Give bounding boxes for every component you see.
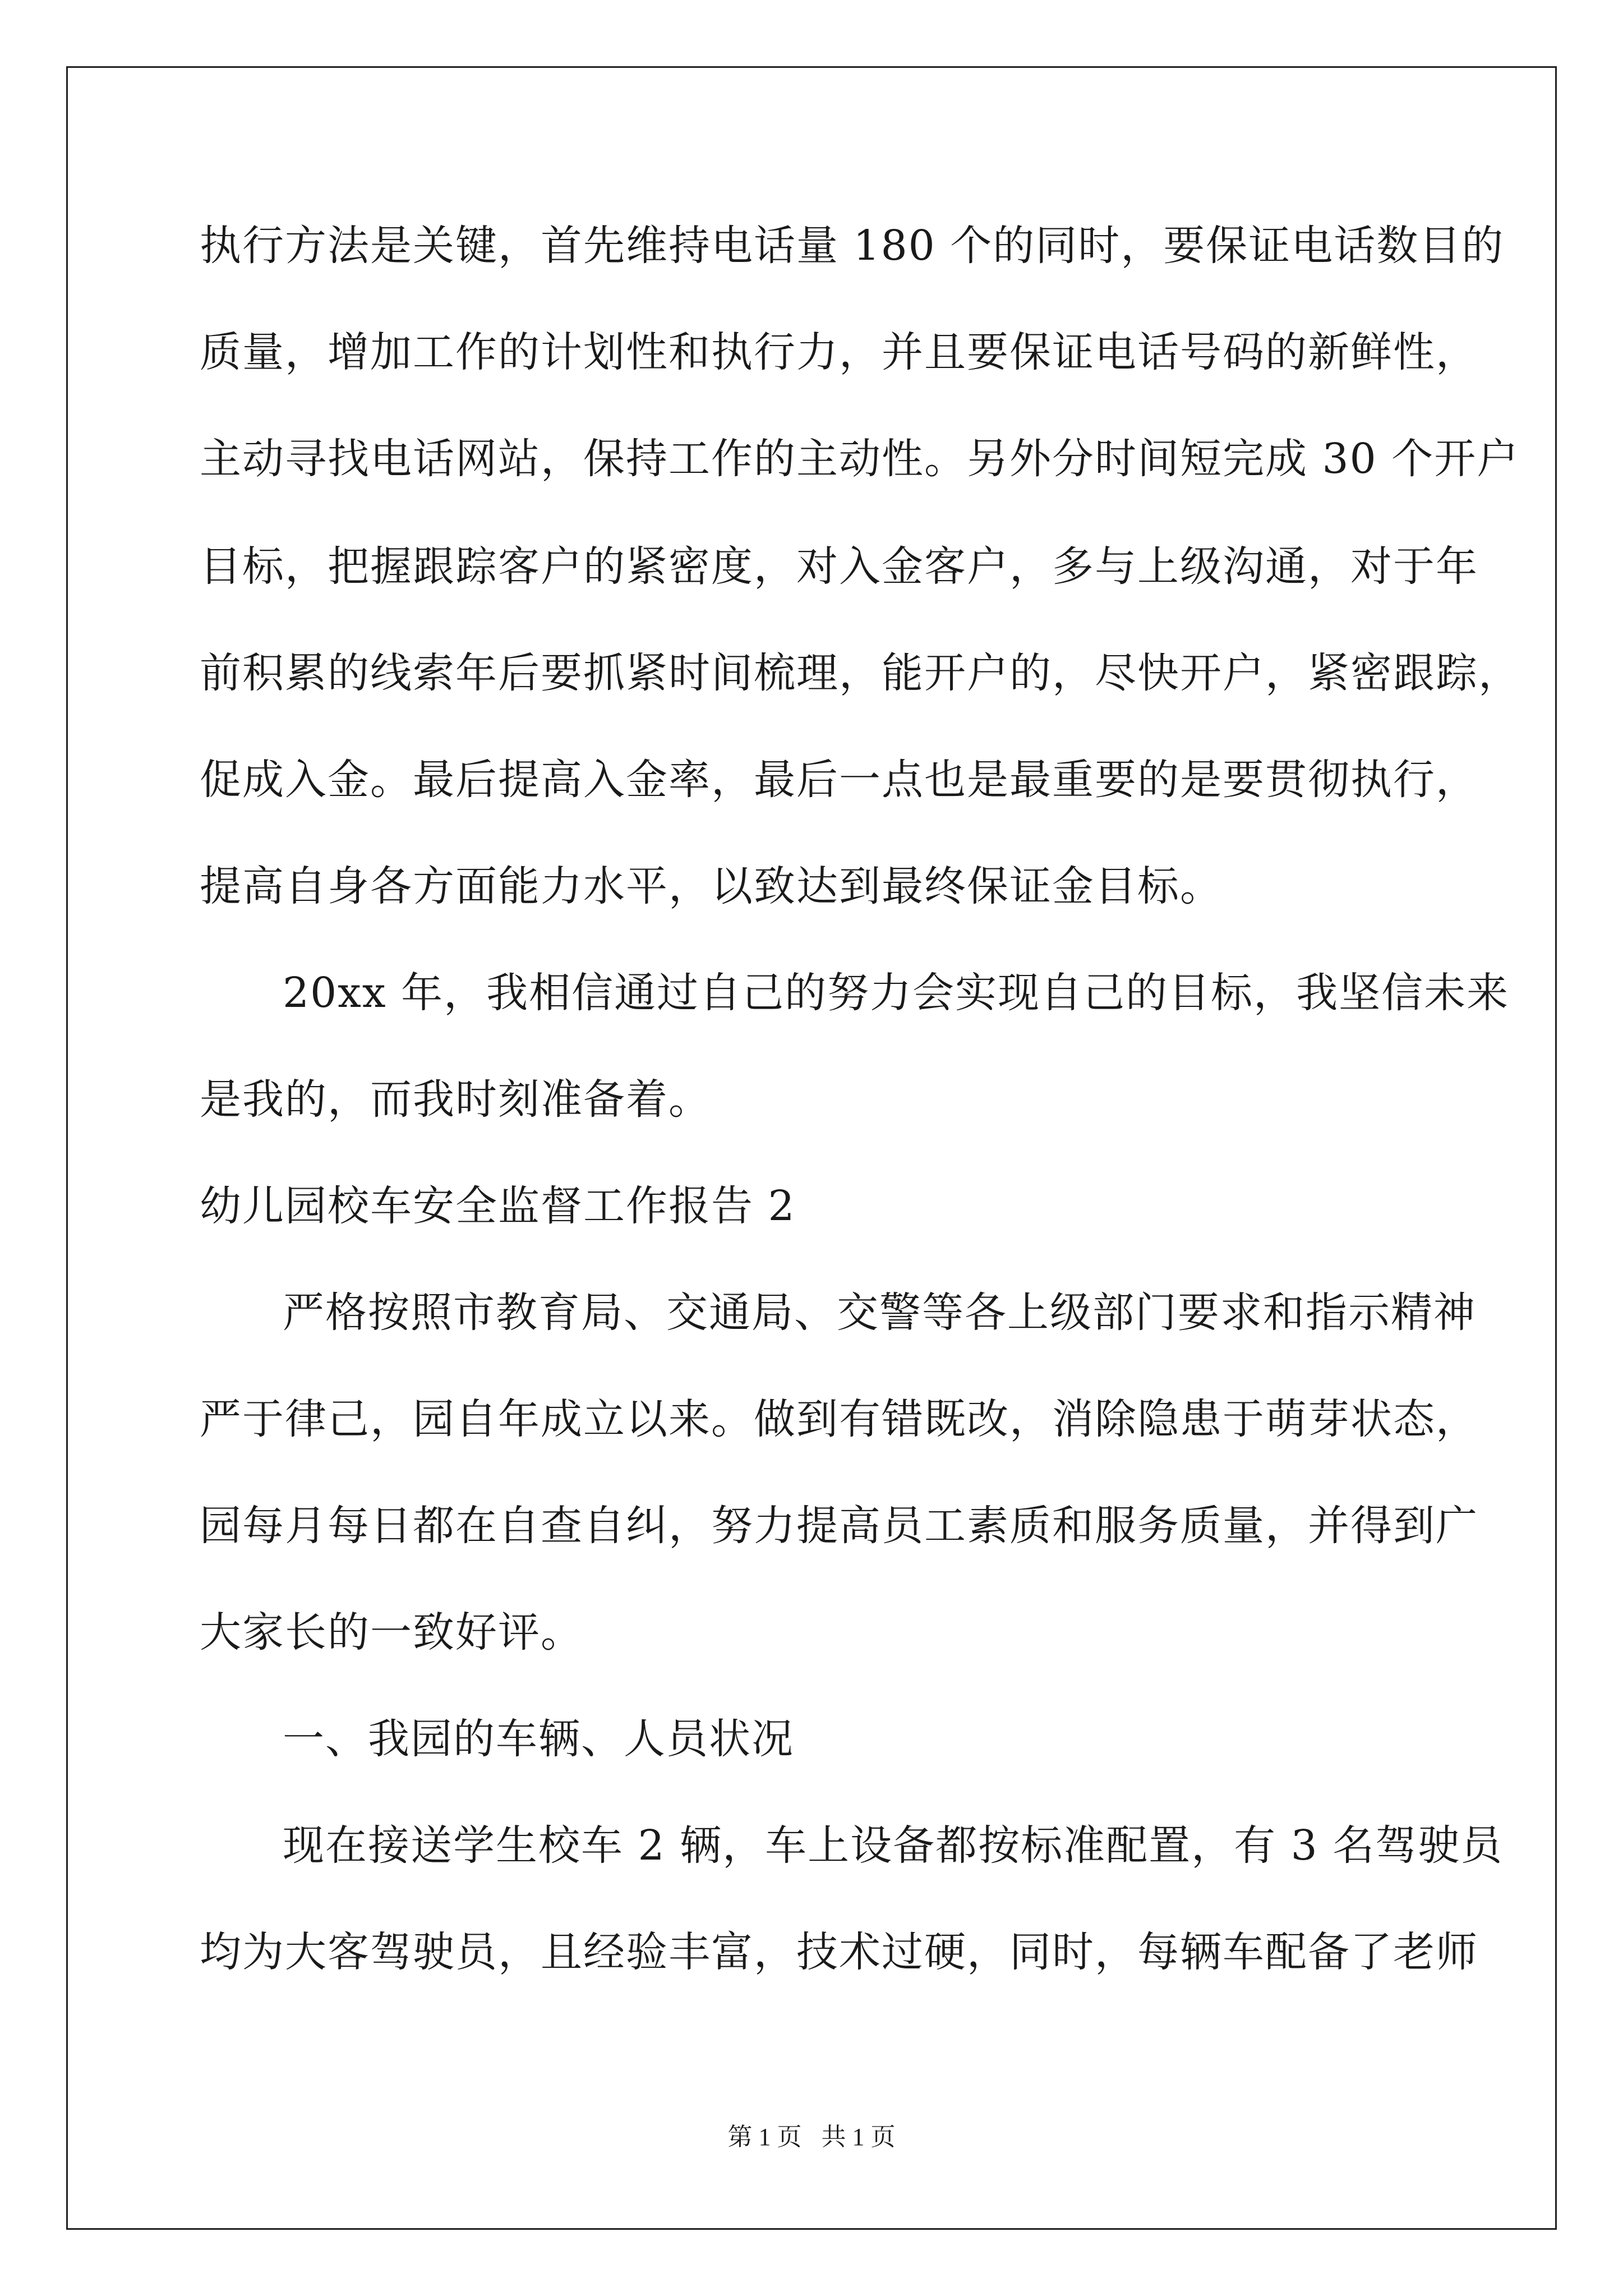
body-text-line: 质量，增加工作的计划性和执行力，并且要保证电话号码的新鲜性， [200, 328, 1478, 376]
body-text-line: 均为大客驾驶员，且经验丰富，技术过硬，同时，每辆车配备了老师 [200, 1928, 1478, 1976]
body-text-line: 园每月每日都在自查自纠，努力提高员工素质和服务质量，并得到广 [200, 1502, 1478, 1550]
body-text-line: 前积累的线索年后要抓紧时间梳理，能开户的，尽快开户，紧密跟踪， [200, 649, 1521, 697]
body-text-line: 是我的，而我时刻准备着。 [200, 1075, 711, 1124]
body-text-line: 目标，把握跟踪客户的紧密度，对入金客户，多与上级沟通，对于年 [200, 542, 1478, 591]
body-text-line: 提高自身各方面能力水平，以致达到最终保证金目标。 [200, 862, 1223, 910]
page-footer [0, 2120, 1623, 2154]
body-text-line: 主动寻找电话网站，保持工作的主动性。另外分时间短完成 30 个开户 [200, 435, 1520, 483]
page-number: 第 1 页 [727, 2123, 802, 2151]
body-text-line: 执行方法是关键，首先维持电话量 180 个的同时，要保证电话数目的 [200, 222, 1505, 270]
body-text-line: 20xx 年，我相信通过自己的努力会实现自己的目标，我坚信未来 [283, 969, 1510, 1017]
body-text-line: 现在接送学生校车 2 辆，车上设备都按标准配置，有 3 名驾驶员 [283, 1821, 1504, 1870]
body-text-line: 严于律己，园自年成立以来。做到有错既改，消除隐患于萌芽状态， [200, 1395, 1478, 1443]
page-total: 共 1 页 [821, 2123, 896, 2151]
body-text-line: 严格按照市教育局、交通局、交警等各上级部门要求和指示精神 [283, 1289, 1476, 1337]
body-text-line: 促成入金。最后提高入金率，最后一点也是最重要的是要贯彻执行， [200, 756, 1478, 804]
body-text-line: 大家长的一致好评。 [200, 1608, 583, 1657]
page-border [66, 66, 1557, 2230]
subsection-heading: 一、我园的车辆、人员状况 [283, 1715, 794, 1763]
section-heading: 幼儿园校车安全监督工作报告 2 [200, 1182, 796, 1230]
